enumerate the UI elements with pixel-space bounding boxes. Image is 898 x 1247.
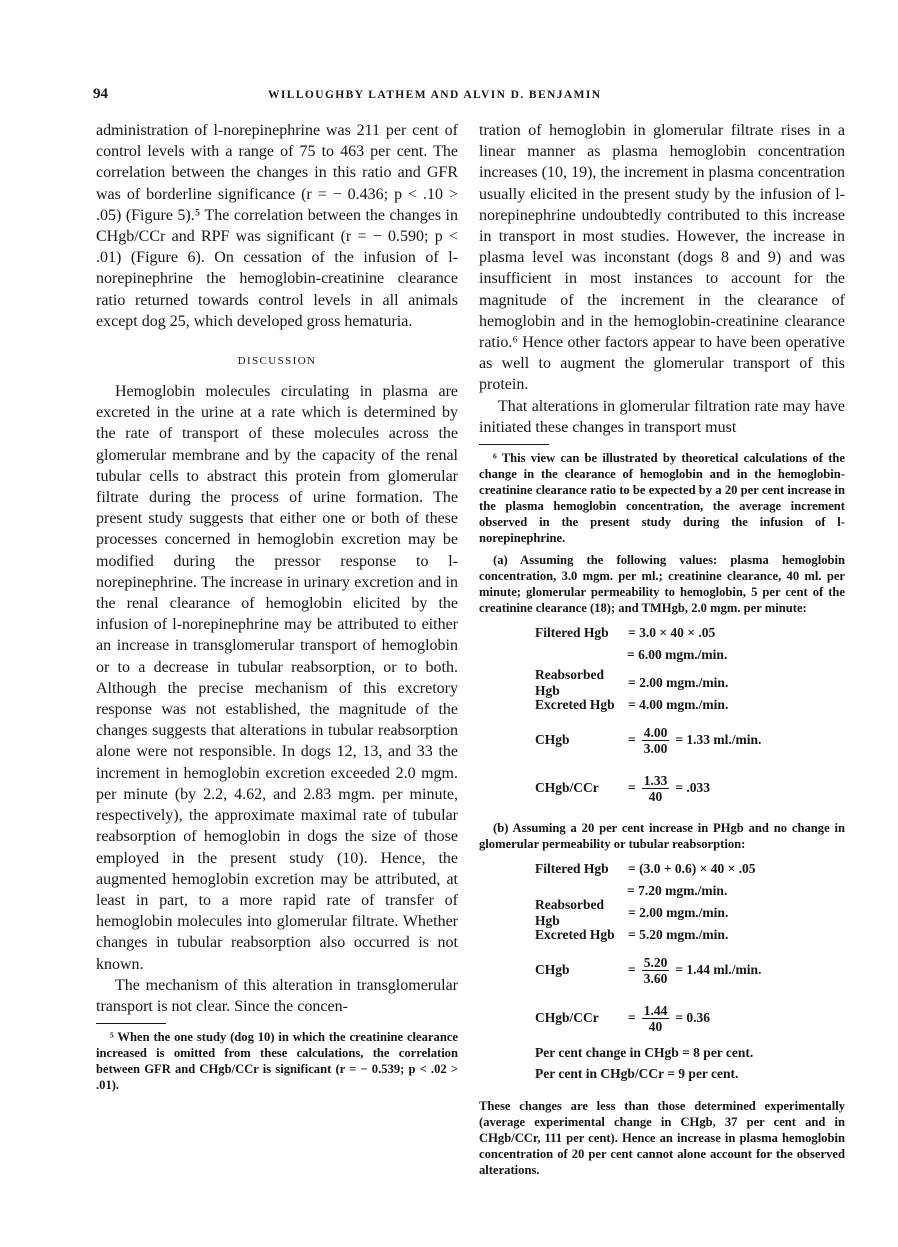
calc-label: Filtered Hgb — [535, 625, 609, 641]
right-column — [479, 120, 845, 1178]
footnote-6-intro: ⁶ This view can be illustrated by theoretical calculations of the change in the clearance of hemoglobin and in the hemoglobin-creatinine clearance ratio to be expected by a 20 per cent increase in the plasma hemoglobin concentration, the average increment observed in the present study during the infusion of l-norepinephrine. — [479, 451, 845, 546]
calc-label: CHgb/CCr — [535, 780, 599, 796]
calc-value: = 7.20 mgm./min. — [627, 883, 728, 899]
left-paragraph-continued: administration of l-norepinephrine was 211 per cent of control levels with a range of 75 to 463 per cent. The correlation between the changes in this ratio and GFR was of borderline significance (r = − 0.436; p < .10 > .05) (Figure 5).⁵ The correlation between the changes in CHgb/CCr and RPF was significant (r = − 0.590; p < .01) (Figure 6). On cessation of the infusion of l-norepinephrine the hemoglobin-creatinine clearance ratio returned towards control levels in all animals except dog 25, which developed gross hematuria. — [96, 122, 458, 330]
calc-label: Filtered Hgb — [535, 861, 609, 877]
running-head: WILLOUGHBY LATHEM AND ALVIN D. BENJAMIN — [268, 89, 602, 101]
calculation-b — [479, 858, 845, 1084]
calc-label: CHgb — [535, 962, 570, 978]
right-paragraph-continued: tration of hemoglobin in glomerular filtrate rises in a linear manner as plasma hemoglobin concentration increases (10, 19), the increment in plasma concentration usually elicited in the present study by the infusion of l-norepinephrine undoubtedly contributed to this increase in transport in most studies. However, the increase in plasma level was inconstant (dogs 8 and 9) and was insufficient in most instances to account for the magnitude of the increment in the clearance of hemoglobin and in the hemoglobin-creatinine clearance ratio.⁶ Hence other factors appear to have been operative as well to augment the glomerular transport of this protein. — [479, 122, 845, 394]
calc-value: = 2.00 mgm./min. — [628, 675, 729, 691]
calc-value: = $\frac{4.00}{3.00}$ = 1.33 ml./min. — [628, 724, 762, 756]
page-number: 94 — [93, 86, 108, 102]
discussion-paragraph-2: The mechanism of this alteration in transglomerular transport is not clear. Since the concen- — [96, 976, 458, 1015]
calc-value: = $\frac{1.44}{40}$ = 0.36 — [628, 1002, 711, 1034]
left-column — [96, 120, 458, 1093]
right-paragraph-next: That alterations in glomerular filtration rate may have initiated these changes in transport must — [479, 397, 845, 436]
footnote-6-part-b: (b) Assuming a 20 per cent increase in PHgb and no change in glomerular permeability or tubular reabsorption: — [479, 821, 845, 852]
calc-value: = (3.0 + 0.6) × 40 × .05 — [628, 861, 756, 877]
calc-value: = $\frac{1.33}{40}$ = .033 — [628, 772, 711, 804]
discussion-paragraph-1: Hemoglobin molecules circulating in plasma are excreted in the urine at a rate which is determined by the rate of transport of these molecules across the glomerular membrane and by the capacity of the renal tubular cells to abstract this protein from glomerular filtrate during the process of urine formation. The present study suggests that either one or both of these processes concerned in hemoglobin excretion may be modified during the pressor response to l-norepinephrine. The increase in urinary excretion and in the renal clearance of hemoglobin elicited by the infusion of l-norepinephrine may be attributed to either an increase in transglomerular transport of hemoglobin or to a decrease in tubular reabsorption, or to both. Although the precise mechanism of this excretory response was not established, the magnitude of the changes suggests that alterations in tubular reabsorption alone were not responsible. In dogs 12, 13, and 33 the increment in hemoglobin excretion exceeded 2.0 mgm. per minute (by 2.2, 4.62, and 2.83 mgm. per minute, respectively), the approximate maximal rate of tubular reabsorption of hemoglobin in dogs the size of those employed in the present study (10). Hence, the augmented hemoglobin excretion may be attributed, at least in part, to a more rapid rate of transfer of hemoglobin molecules into glomerular filtrate. Whether changes in tubular reabsorption also occurred is not known. — [96, 383, 458, 973]
calc-label: Reabsorbed Hgb — [535, 897, 605, 929]
calc-value: = 4.00 mgm./min. — [628, 697, 729, 713]
calculation-a — [479, 622, 845, 812]
calc-value: = 2.00 mgm./min. — [628, 905, 729, 921]
calc-value: = $\frac{5.20}{3.60}$ = 1.44 ml./min. — [628, 954, 762, 986]
fraction: $\frac{1.33}{40}$ — [643, 772, 668, 804]
footnote-6-part-a: (a) Assuming the following values: plasma hemoglobin concentration, 3.0 mgm. per ml.; creatinine clearance, 40 ml. per minute; glomerular permeability to hemoglobin, 5 per cent of the creatinine clearance (18); and TMHgb, 2.0 mgm. per minute: — [479, 553, 845, 616]
fraction: $\frac{5.20}{3.60}$ — [643, 954, 668, 986]
fraction: $\frac{4.00}{3.00}$ — [643, 724, 668, 756]
calc-label: Excreted Hgb — [535, 697, 615, 713]
calc-value: = 6.00 mgm./min. — [627, 647, 728, 663]
calc-label: Reabsorbed Hgb — [535, 667, 605, 699]
footnote-rule — [479, 444, 549, 445]
fraction: $\frac{1.44}{40}$ — [643, 1002, 668, 1034]
percent-change-line: Per cent in CHgb/CCr = 9 per cent. — [535, 1065, 739, 1081]
percent-change-line: Per cent change in CHgb = 8 per cent. — [535, 1044, 754, 1060]
calc-value: = 3.0 × 40 × .05 — [628, 625, 716, 641]
calc-value: = 5.20 mgm./min. — [628, 927, 729, 943]
section-heading-discussion: DISCUSSION — [237, 355, 317, 368]
footnote-6-conclusion: These changes are less than those determined experimentally (average experimental change in CHgb, 37 per cent and in CHgb/CCr, 111 per cent). Hence an increase in plasma hemoglobin concentration of 20 per cent cannot alone account for the observed alterations. — [479, 1099, 845, 1178]
calc-label: Excreted Hgb — [535, 927, 615, 943]
footnote-5: ⁵ When the one study (dog 10) in which the creatinine clearance increased is omitted from these calculations, the correlation between GFR and CHgb/CCr is significant (r = − 0.539; p < .02 > .01). — [96, 1030, 458, 1093]
calc-label: CHgb/CCr — [535, 1010, 599, 1026]
calc-label: CHgb — [535, 732, 570, 748]
footnote-rule — [96, 1023, 166, 1024]
